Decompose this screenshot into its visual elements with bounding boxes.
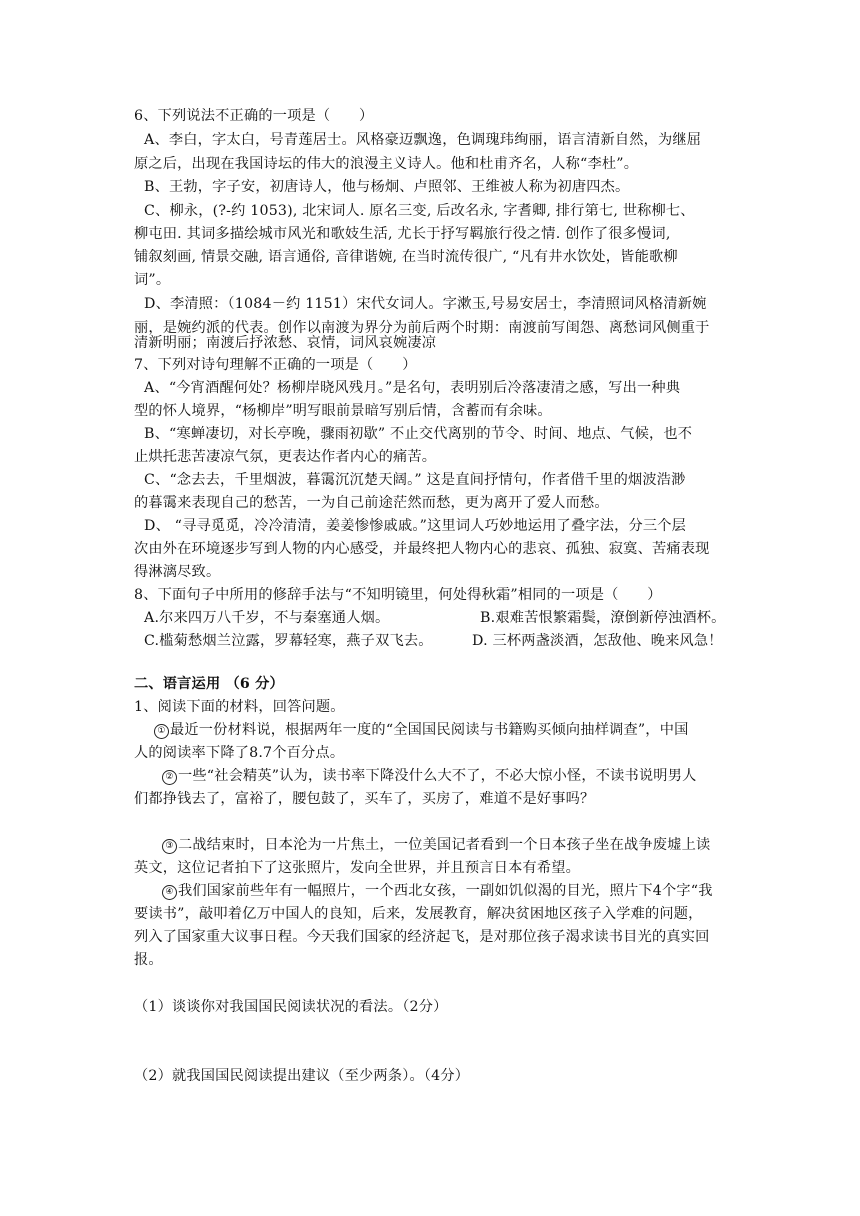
q6-option-d-line2: 丽，是婉约派的代表。创作以南渡为界分为前后两个时期：南渡前写闺怨、离愁词风侧重于: [134, 320, 710, 336]
circled-number-2: ②: [162, 770, 177, 785]
q6-option-a-line1: A、李白，字太白，号青莲居士。风格豪迈飘逸，色调瑰玮绚丽，语言清新自然，为继屈: [144, 132, 702, 148]
material-paragraph-4-line4: 报。: [134, 952, 163, 968]
material-paragraph-4-line1: ④ 我们国家前些年有一幅照片，一个西北女孩，一副如饥似渴的目光，照片下4个字“我: [162, 881, 713, 901]
q6-option-d-line1: D、李清照：（1084－约 1151）宋代女词人。字漱玉,号易安居士，李清照词风格清新婉: [144, 296, 707, 312]
q6-option-c-line1: C、柳永，(?-约 1053), 北宋词人. 原名三变, 后改名永, 字耆卿, 排行第七, 世称柳七、: [144, 203, 695, 219]
q6-option-b: B、王勃，字子安，初唐诗人，他与杨炯、卢照邻、王维被人称为初唐四杰。: [144, 179, 630, 195]
q8-option-c: C.槛菊愁烟兰泣露，罗幕轻寒，燕子双飞去。: [144, 633, 433, 649]
q7-option-c-line1: C、“念去去，千里烟波，暮霭沉沉楚天阔。” 这是直间抒情句，作者借千里的烟波浩渺: [144, 472, 686, 488]
material-paragraph-1-line2: 人的阅读率下降了8.7个百分点。: [134, 745, 345, 761]
q7-option-a-line1: A、“今宵酒醒何处？杨柳岸晓风残月。”是名句，表明别后冷落凄清之感，写出一种典: [144, 380, 681, 396]
reading-instruction: 1、阅读下面的材料，回答问题。: [134, 699, 345, 715]
q6-option-c-line2: 柳屯田. 其词多描绘城市风光和歌妓生活, 尤长于抒写羁旅行役之情. 创作了很多慢词,: [134, 226, 671, 242]
material-paragraph-3-line2: 英文，这位记者拍下了这张照片，发向全世界，并且预言日本有希望。: [134, 860, 581, 876]
circled-number-4: ④: [162, 885, 177, 900]
q8-option-b: B.艰难苦恨繁霜鬓，潦倒新停浊酒杯。: [480, 610, 726, 626]
q7-option-b-line2: 止烘托悲苦凄凉气氛，更表达作者内心的痛苦。: [134, 449, 437, 465]
material-paragraph-4-line3: 列入了国家重大议事日程。今天我们国家的经济起飞，是对那位孩子渴求读书目光的真实回: [134, 929, 710, 945]
q7-option-d-line2: 次由外在环境逐步写到人物的内心感受，并最终把人物内心的悲哀、孤独、寂寞、苦痛表现: [134, 541, 710, 557]
material-paragraph-3-line1: ③ 二战结束时，日本沦为一片焦土，一位美国记者看到一个日本孩子坐在战争废墟上读: [162, 835, 710, 855]
q8-option-d: D. 三杯两盏淡酒，怎敌他、晚来风急！: [472, 633, 723, 649]
q8-stem: 8、下面句子中所用的修辞手法与“不知明镜里，何处得秋霜”相同的一项是（ ）: [134, 587, 662, 603]
circled-number-3: ③: [162, 839, 177, 854]
sub-question-1: （1）谈谈你对我国国民阅读状况的看法。（2分）: [134, 999, 448, 1015]
q7-option-b-line1: B、“寒蝉凄切，对长亭晚，骤雨初歇” 不止交代离别的节令、时间、地点、气候，也不: [144, 426, 693, 442]
q7-option-c-line2: 的暮霭来表现自己的愁苦，一为自己前途茫然而愁，更为离开了爱人而愁。: [134, 495, 609, 511]
section-heading: 二、语言运用 （6 分）: [134, 676, 284, 692]
q7-option-d-line1: D、 “寻寻觅觅，冷冷清清，姜姜惨惨戚戚。”这里词人巧妙地运用了叠字法，分三个层: [144, 518, 687, 534]
circled-number-1: ①: [154, 724, 169, 739]
q7-stem: 7、下列对诗句理解不正确的一项是（ ）: [134, 357, 417, 373]
material-paragraph-1-line1: ① 最近一份材料说，根据两年一度的“全国国民阅读与书籍购买倾向抽样调查”，中国: [154, 720, 688, 740]
q7-option-a-line2: 型的怀人境界，“杨柳岸”明写眼前景暗写别后情，含蓄而有余味。: [134, 403, 552, 419]
material-paragraph-2-line2: 们都挣钱去了，富裕了，腰包鼓了，买车了，买房了，难道不是好事吗？: [134, 791, 595, 807]
q6-option-d-line3: 清新明丽；南渡后抒浓愁、哀情，词风哀婉凄凉: [134, 335, 437, 351]
q8-option-a: A.尔来四万八千岁，不与秦塞通人烟。: [144, 610, 390, 626]
q6-stem: 6、下列说法不正确的一项是（ ）: [134, 108, 374, 124]
sub-question-2: （2）就我国国民阅读提出建议（至少两条）。（4分）: [134, 1068, 470, 1084]
q6-option-c-line3: 铺叙刻画, 情景交融, 语言通俗, 音律谐婉, 在当时流传很广, “凡有井水饮处，皆能歌柳: [134, 249, 678, 265]
material-paragraph-4-line2: 要读书”，敲叩着亿万中国人的良知，后来，发展教育，解决贫困地区孩子入学难的问题，: [134, 906, 703, 922]
q7-option-d-line3: 得淋漓尽致。: [134, 564, 221, 580]
q6-option-a-line2: 原之后，出现在我国诗坛的伟大的浪漫主义诗人。他和杜甫齐名，人称“李杜”。: [134, 156, 639, 172]
material-paragraph-2-line1: ② 一些“社会精英”认为，读书率下降没什么大不了，不必大惊小怪，不读书说明男人: [162, 766, 696, 786]
q6-option-c-line4: 词”。: [134, 272, 171, 288]
